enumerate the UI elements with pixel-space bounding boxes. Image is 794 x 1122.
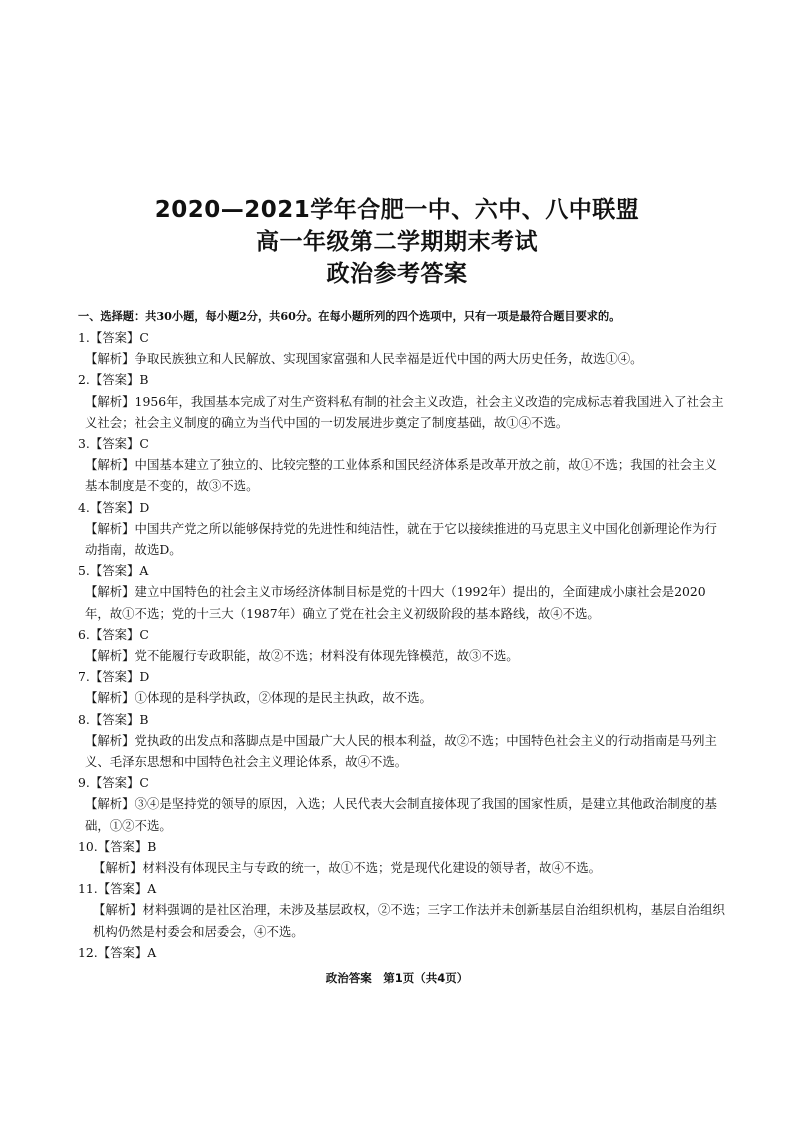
answer-list <box>78 327 728 963</box>
answer-label: 4.【答案】D <box>78 499 150 515</box>
answer-item-1 <box>78 327 728 369</box>
answer-item-7 <box>78 666 728 708</box>
analysis-text: 【解析】争取民族独立和人民解放、实现国家富强和人民幸福是近代中国的两大历史任务，故选①④。 <box>85 351 643 367</box>
analysis-text: 【解析】1956年，我国基本完成了对生产资料私有制的社会主义改造，社会主义改造的完成标志着我国进入了社会主义社会；社会主义制度的确立为当代中国的一切发展进步奠定了制度基础，故①④不选。 <box>85 393 724 430</box>
analysis-text: 【解析】材料强调的是社区治理，未涉及基层政权，②不选；三字工作法并未创新基层自治组织机构，基层自治组织机构仍然是村委会和居委会，④不选。 <box>93 902 725 939</box>
answer-label: 8.【答案】B <box>78 711 149 727</box>
answer-label: 3.【答案】C <box>78 435 149 451</box>
answer-label: 11.【答案】A <box>78 881 157 897</box>
answer-item-6 <box>78 624 728 666</box>
answer-item-5 <box>78 560 728 624</box>
answer-label: 6.【答案】C <box>78 626 149 642</box>
answer-item-3 <box>78 433 728 497</box>
analysis-text: 【解析】①体现的是科学执政，②体现的是民主执政，故不选。 <box>85 690 432 706</box>
analysis-text: 【解析】中国共产党之所以能够保持党的先进性和纯洁性，就在于它以接续推进的马克思主义中国化创新理论作为行动指南，故选D。 <box>85 520 717 557</box>
analysis-text: 【解析】③④是坚持党的领导的原因，入选；人民代表大会制直接体现了我国的国家性质，是建立其他政治制度的基础，①②不选。 <box>85 796 717 833</box>
answer-label: 7.【答案】D <box>78 669 150 685</box>
answer-item-10 <box>78 836 728 878</box>
answer-item-12 <box>78 942 728 963</box>
document-title <box>0 194 794 290</box>
page-footer: 政治答案 第1页（共4页） <box>325 971 469 985</box>
answer-label: 12.【答案】A <box>78 944 157 960</box>
answer-item-8 <box>78 709 728 773</box>
title-line-2: 高一年级第二学期期末考试 <box>256 229 538 255</box>
answer-label: 9.【答案】C <box>78 775 149 791</box>
answer-label: 5.【答案】A <box>78 563 149 579</box>
analysis-text: 【解析】党不能履行专政职能，故②不选；材料没有体现先锋模范，故③不选。 <box>85 647 519 663</box>
answer-item-2 <box>78 369 728 433</box>
answer-label: 10.【答案】B <box>78 838 157 854</box>
title-line-1: 2020—2021学年合肥一中、六中、八中联盟 <box>154 197 640 223</box>
section-heading: 一、选择题：共30小题，每小题2分，共60分。在每小题所列的四个选项中，只有一项是最符合题目要求的。 <box>78 309 621 323</box>
title-line-3: 政治参考答案 <box>326 261 468 287</box>
answer-item-11 <box>78 878 728 942</box>
analysis-text: 【解析】党执政的出发点和落脚点是中国最广大人民的根本利益，故②不选；中国特色社会主义的行动指南是马列主义、毛泽东思想和中国特色社会主义理论体系，故④不选。 <box>85 732 717 769</box>
analysis-text: 【解析】材料没有体现民主与专政的统一，故①不选；党是现代化建设的领导者，故④不选。 <box>93 859 602 875</box>
answer-label: 2.【答案】B <box>78 372 149 388</box>
answer-item-9 <box>78 772 728 836</box>
analysis-text: 【解析】建立中国特色的社会主义市场经济体制目标是党的十四大（1992年）提出的，全面建成小康社会是2020年，故①不选；党的十三大（1987年）确立了党在社会主义初级阶段的基本路线，故④不选。 <box>85 584 706 621</box>
analysis-text: 【解析】中国基本建立了独立的、比较完整的工业体系和国民经济体系是改革开放之前，故①不选；我国的社会主义基本制度是不变的，故③不选。 <box>85 457 717 494</box>
answer-item-4 <box>78 497 728 561</box>
answer-label: 1.【答案】C <box>78 330 149 345</box>
